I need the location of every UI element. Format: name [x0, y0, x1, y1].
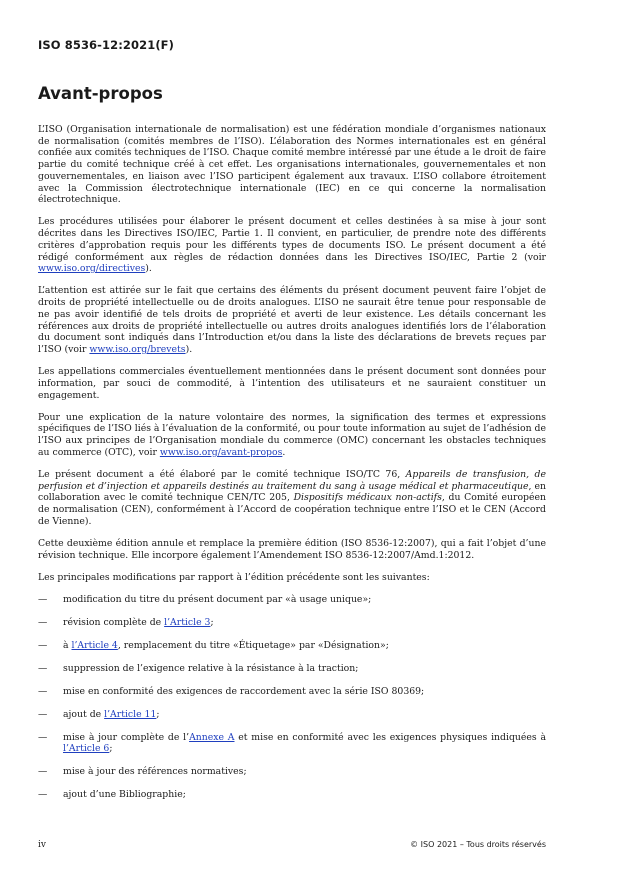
- patents-link[interactable]: www.iso.org/brevets: [89, 343, 186, 355]
- paragraph: Les appellations commerciales éventuellement mentionnées dans le présent document sont données pour information, par souci de commodité, à l’intention des utilisateurs et ne sauraient constituer un engagement.: [38, 366, 546, 401]
- copyright-notice: © ISO 2021 – Tous droits réservés: [410, 840, 546, 849]
- page-number: iv: [38, 840, 46, 850]
- article-4-link[interactable]: l’Article 4: [71, 639, 118, 651]
- list-item: — modification du titre du présent document par «à usage unique»;: [38, 594, 372, 606]
- list-item: — mise à jour complète de l’Annexe A et mise en conformité avec les exigences physiques indiquées à l’Article 6;: [38, 731, 547, 755]
- list-item: — mise en conformité des exigences de raccordement avec la série ISO 80369;: [38, 685, 425, 697]
- directives-link[interactable]: www.iso.org/directives: [38, 263, 146, 275]
- document-id: ISO 8536-12:2021(F): [38, 38, 174, 52]
- paragraph: L’ISO (Organisation internationale de normalisation) est une fédération mondiale d’organismes nationaux de normalisation (comités membres de l’ISO). L’élaboration des Normes internationales est en général confiée aux comités techniques de l’ISO. Chaque comité membre intéressé par une étude a le droit de faire partie du comité technique créé à cet effet. Les organisations internationales, gouvernementales et non gouvernementales, en liaison avec l’ISO participent également aux travaux. L’ISO collabore étroitement avec la Commission électrotechnique internationale (IEC) en ce qui concerne la normalisation électrotechnique.: [38, 124, 546, 206]
- foreword-link[interactable]: www.iso.org/avant-propos: [159, 446, 283, 458]
- paragraph: Le présent document a été élaboré par le comité technique ISO/TC 76, Appareils de transfusion, de perfusion et d’injection et appareils destinés au traitement du sang à usage médical et pharmaceutique, en collaboration avec le comité technique CEN/TC 205, Dispositifs médicaux non-actifs, du Comité européen de normalisation (CEN), conformément à l’Accord de coopération technique entre l’ISO et le CEN (Accord de Vienne).: [38, 469, 546, 527]
- article-6-link[interactable]: l’Article 6: [63, 743, 110, 755]
- paragraph: Les principales modifications par rapport à l’édition précédente sont les suivantes:: [38, 572, 430, 583]
- article-11-link[interactable]: l’Article 11: [104, 708, 157, 720]
- paragraph: Pour une explication de la nature volontaire des normes, la signification des termes et expressions spécifiques de l’ISO liés à l’évaluation de la conformité, ou pour toute information au sujet de l’adhésion de l’ISO aux principes de l’Organisation mondiale du commerce (OMC) concernant les obstacles techniques au commerce (OTC), voir www.iso.org/avant-propos.: [38, 411, 546, 458]
- document-body: [38, 124, 546, 812]
- annex-a-link[interactable]: Annexe A: [189, 731, 235, 743]
- list-item: — révision complète de l’Article 3;: [38, 617, 214, 629]
- list-item: — à l’Article 4, remplacement du titre «Étiquetage» par «Désignation»;: [38, 639, 389, 651]
- list-item: — ajout de l’Article 11;: [38, 708, 160, 720]
- list-item: — suppression de l’exigence relative à la résistance à la traction;: [38, 662, 359, 674]
- paragraph: L’attention est attirée sur le fait que certains des éléments du présent document peuvent faire l’objet de droits de propriété intellectuelle ou de droits analogues. L’ISO ne saurait être tenue pour responsable de ne pas avoir identifié de tels droits de propriété et averti de leur existence. Les détails concernant les références aux droits de propriété intellectuelle ou autres droits analogues identifiés lors de l’élaboration du document sont indiqués dans l’Introduction et/ou dans la liste des déclarations de brevets reçues par l’ISO (voir www.iso.org/brevets).: [38, 285, 546, 355]
- page-title: Avant-propos: [38, 84, 163, 103]
- paragraph: Cette deuxième édition annule et remplace la première édition (ISO 8536-12:2007), qui a fait l’objet d’une révision technique. Elle incorpore également l’Amendement ISO 8536-12:2007/Amd.1:2012.: [38, 538, 546, 561]
- article-3-link[interactable]: l’Article 3: [164, 617, 211, 629]
- paragraph: Les procédures utilisées pour élaborer le présent document et celles destinées à sa mise à jour sont décrites dans les Directives ISO/IEC, Partie 1. Il convient, en particulier, de prendre note des différents critères d’approbation requis pour les différents types de documents ISO. Le présent document a été rédigé conformément aux règles de rédaction données dans les Directives ISO/IEC, Partie 2 (voir www.iso.org/directives).: [38, 216, 546, 275]
- list-item: — mise à jour des références normatives;: [38, 766, 247, 778]
- list-item: — ajout d’une Bibliographie;: [38, 789, 186, 801]
- modifications-list: [38, 594, 546, 801]
